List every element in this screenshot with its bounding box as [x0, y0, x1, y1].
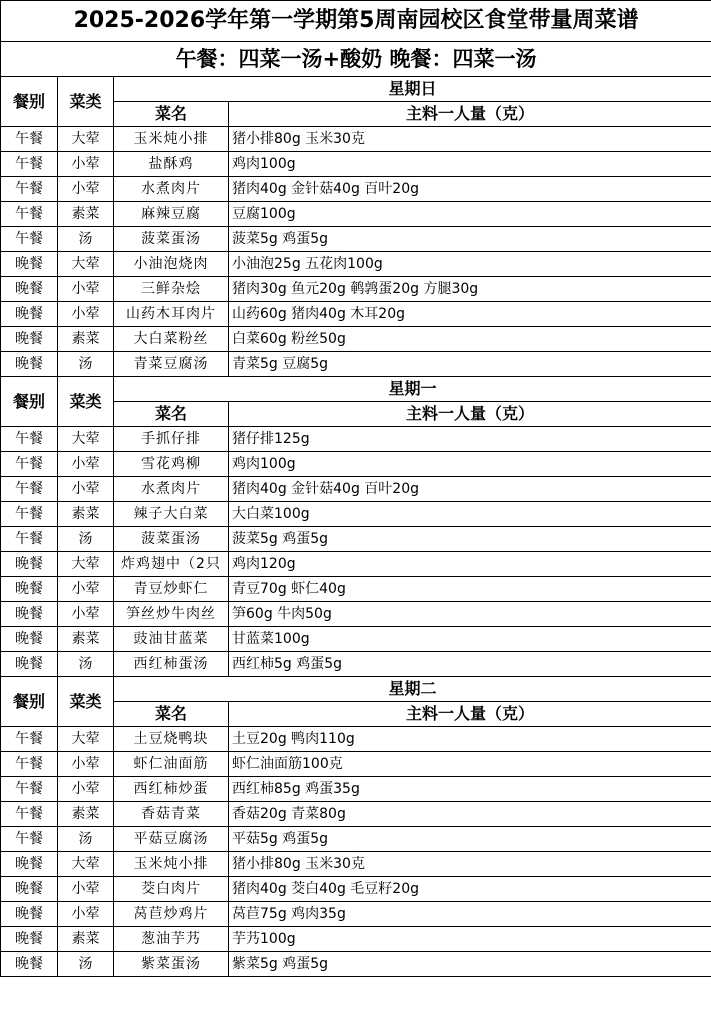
- table-row: [1, 552, 711, 577]
- dish-name-cell: 三鲜杂烩: [114, 277, 229, 302]
- ingredients-cell: 猪仔排125g: [229, 427, 711, 452]
- meal-cell: 晚餐: [1, 627, 58, 652]
- menu-table-body: [1, 1, 711, 977]
- dish-column-header: 菜名: [114, 402, 229, 427]
- meal-cell: 晚餐: [1, 302, 58, 327]
- meal-cell: 午餐: [1, 802, 58, 827]
- day-label: 星期日: [114, 77, 711, 102]
- category-cell: 汤: [58, 827, 114, 852]
- ingredients-cell: 猪肉40g 金针菇40g 百叶20g: [229, 177, 711, 202]
- meal-cell: 晚餐: [1, 652, 58, 677]
- table-row: [1, 927, 711, 952]
- meal-column-header: 餐别: [1, 677, 58, 727]
- table-row: [1, 352, 711, 377]
- dish-name-cell: 土豆烧鸭块: [114, 727, 229, 752]
- meal-cell: 晚餐: [1, 277, 58, 302]
- meal-plan-subtitle: 午餐：四菜一汤+酸奶 晚餐：四菜一汤: [1, 42, 711, 77]
- dish-name-cell: 西红柿炒蛋: [114, 777, 229, 802]
- meal-cell: 午餐: [1, 752, 58, 777]
- ingredients-cell: 菠菜5g 鸡蛋5g: [229, 527, 711, 552]
- dish-name-cell: 玉米炖小排: [114, 127, 229, 152]
- meal-cell: 晚餐: [1, 252, 58, 277]
- category-cell: 小荤: [58, 877, 114, 902]
- category-cell: 小荤: [58, 277, 114, 302]
- ingredients-cell: 紫菜5g 鸡蛋5g: [229, 952, 711, 977]
- ingredients-cell: 猪小排80g 玉米30克: [229, 127, 711, 152]
- ingredients-cell: 芋艿100g: [229, 927, 711, 952]
- meal-column-header: 餐别: [1, 377, 58, 427]
- dish-name-cell: 莴苣炒鸡片: [114, 902, 229, 927]
- table-row: [1, 252, 711, 277]
- table-row: [1, 152, 711, 177]
- ingredients-cell: 豆腐100g: [229, 202, 711, 227]
- category-cell: 汤: [58, 652, 114, 677]
- dish-name-cell: 豉油甘蓝菜: [114, 627, 229, 652]
- category-cell: 大荤: [58, 127, 114, 152]
- meal-cell: 晚餐: [1, 327, 58, 352]
- dish-name-cell: 山药木耳肉片: [114, 302, 229, 327]
- table-row: [1, 127, 711, 152]
- meal-cell: 晚餐: [1, 902, 58, 927]
- ingredients-column-header: 主料一人量（克）: [229, 702, 711, 727]
- meal-cell: 午餐: [1, 452, 58, 477]
- meal-cell: 午餐: [1, 177, 58, 202]
- dish-name-cell: 手抓仔排: [114, 427, 229, 452]
- dish-name-cell: 茭白肉片: [114, 877, 229, 902]
- ingredients-cell: 鸡肉100g: [229, 452, 711, 477]
- table-row: [1, 477, 711, 502]
- ingredients-cell: 青菜5g 豆腐5g: [229, 352, 711, 377]
- category-cell: 小荤: [58, 477, 114, 502]
- dish-name-cell: 菠菜蛋汤: [114, 527, 229, 552]
- meal-cell: 晚餐: [1, 852, 58, 877]
- category-cell: 素菜: [58, 202, 114, 227]
- dish-name-cell: 玉米炖小排: [114, 852, 229, 877]
- meal-cell: 午餐: [1, 527, 58, 552]
- ingredients-cell: 山药60g 猪肉40g 木耳20g: [229, 302, 711, 327]
- dish-name-cell: 西红柿蛋汤: [114, 652, 229, 677]
- ingredients-cell: 笋60g 牛肉50g: [229, 602, 711, 627]
- ingredients-cell: 西红柿85g 鸡蛋35g: [229, 777, 711, 802]
- meal-cell: 晚餐: [1, 602, 58, 627]
- meal-cell: 晚餐: [1, 352, 58, 377]
- day-label: 星期二: [114, 677, 711, 702]
- dish-name-cell: 紫菜蛋汤: [114, 952, 229, 977]
- meal-cell: 午餐: [1, 727, 58, 752]
- category-cell: 汤: [58, 352, 114, 377]
- category-column-header: 菜类: [58, 377, 114, 427]
- table-row: [1, 602, 711, 627]
- category-cell: 小荤: [58, 302, 114, 327]
- table-row: [1, 427, 711, 452]
- ingredients-cell: 大白菜100g: [229, 502, 711, 527]
- page-title: 2025-2026学年第一学期第5周南园校区食堂带量周菜谱: [1, 1, 711, 42]
- ingredients-cell: 白菜60g 粉丝50g: [229, 327, 711, 352]
- table-row: [1, 902, 711, 927]
- meal-cell: 午餐: [1, 477, 58, 502]
- table-row: [1, 527, 711, 552]
- table-row: [1, 752, 711, 777]
- meal-column-header: 餐别: [1, 77, 58, 127]
- table-row: [1, 577, 711, 602]
- table-row: [1, 227, 711, 252]
- ingredients-cell: 平菇5g 鸡蛋5g: [229, 827, 711, 852]
- day-header-row: [1, 377, 711, 402]
- category-cell: 素菜: [58, 627, 114, 652]
- table-row: [1, 177, 711, 202]
- meal-cell: 午餐: [1, 127, 58, 152]
- meal-cell: 午餐: [1, 502, 58, 527]
- dish-name-cell: 虾仁油面筋: [114, 752, 229, 777]
- table-row: [1, 502, 711, 527]
- ingredients-cell: 香菇20g 青菜80g: [229, 802, 711, 827]
- table-row: [1, 202, 711, 227]
- dish-name-cell: 笋丝炒牛肉丝: [114, 602, 229, 627]
- ingredients-cell: 西红柿5g 鸡蛋5g: [229, 652, 711, 677]
- ingredients-cell: 莴苣75g 鸡肉35g: [229, 902, 711, 927]
- ingredients-cell: 小油泡25g 五花肉100g: [229, 252, 711, 277]
- table-row: [1, 777, 711, 802]
- table-row: [1, 627, 711, 652]
- category-cell: 小荤: [58, 177, 114, 202]
- meal-cell: 午餐: [1, 427, 58, 452]
- table-row: [1, 802, 711, 827]
- table-row: [1, 952, 711, 977]
- day-label: 星期一: [114, 377, 711, 402]
- dish-name-cell: 雪花鸡柳: [114, 452, 229, 477]
- ingredients-cell: 土豆20g 鸭肉110g: [229, 727, 711, 752]
- meal-cell: 晚餐: [1, 877, 58, 902]
- meal-cell: 午餐: [1, 202, 58, 227]
- meal-cell: 午餐: [1, 827, 58, 852]
- subtitle-row: [1, 42, 711, 77]
- ingredients-cell: 猪肉40g 茭白40g 毛豆籽20g: [229, 877, 711, 902]
- ingredients-column-header: 主料一人量（克）: [229, 102, 711, 127]
- category-cell: 小荤: [58, 152, 114, 177]
- table-row: [1, 302, 711, 327]
- table-row: [1, 727, 711, 752]
- category-cell: 小荤: [58, 752, 114, 777]
- meal-cell: 午餐: [1, 777, 58, 802]
- day-header-row: [1, 77, 711, 102]
- category-cell: 大荤: [58, 727, 114, 752]
- category-cell: 小荤: [58, 902, 114, 927]
- table-row: [1, 327, 711, 352]
- table-row: [1, 852, 711, 877]
- dish-name-cell: 盐酥鸡: [114, 152, 229, 177]
- category-column-header: 菜类: [58, 677, 114, 727]
- ingredients-cell: 鸡肉100g: [229, 152, 711, 177]
- ingredients-cell: 虾仁油面筋100克: [229, 752, 711, 777]
- dish-name-cell: 麻辣豆腐: [114, 202, 229, 227]
- table-row: [1, 877, 711, 902]
- category-cell: 汤: [58, 527, 114, 552]
- category-cell: 素菜: [58, 927, 114, 952]
- dish-name-cell: 青菜豆腐汤: [114, 352, 229, 377]
- meal-cell: 晚餐: [1, 952, 58, 977]
- category-column-header: 菜类: [58, 77, 114, 127]
- ingredients-cell: 菠菜5g 鸡蛋5g: [229, 227, 711, 252]
- dish-name-cell: 菠菜蛋汤: [114, 227, 229, 252]
- meal-cell: 晚餐: [1, 927, 58, 952]
- dish-name-cell: 平菇豆腐汤: [114, 827, 229, 852]
- dish-name-cell: 香菇青菜: [114, 802, 229, 827]
- ingredients-cell: 鸡肉120g: [229, 552, 711, 577]
- category-cell: 汤: [58, 952, 114, 977]
- meal-cell: 午餐: [1, 152, 58, 177]
- dish-column-header: 菜名: [114, 102, 229, 127]
- table-row: [1, 452, 711, 477]
- ingredients-column-header: 主料一人量（克）: [229, 402, 711, 427]
- dish-name-cell: 炸鸡翅中（2只: [114, 552, 229, 577]
- dish-name-cell: 辣子大白菜: [114, 502, 229, 527]
- category-cell: 汤: [58, 227, 114, 252]
- dish-name-cell: 青豆炒虾仁: [114, 577, 229, 602]
- category-cell: 素菜: [58, 502, 114, 527]
- category-cell: 素菜: [58, 802, 114, 827]
- table-row: [1, 277, 711, 302]
- ingredients-cell: 猪肉40g 金针菇40g 百叶20g: [229, 477, 711, 502]
- category-cell: 小荤: [58, 777, 114, 802]
- dish-name-cell: 大白菜粉丝: [114, 327, 229, 352]
- category-cell: 小荤: [58, 452, 114, 477]
- day-header-row: [1, 677, 711, 702]
- dish-column-header: 菜名: [114, 702, 229, 727]
- category-cell: 大荤: [58, 552, 114, 577]
- dish-name-cell: 小油泡烧肉: [114, 252, 229, 277]
- ingredients-cell: 甘蓝菜100g: [229, 627, 711, 652]
- category-cell: 素菜: [58, 327, 114, 352]
- dish-name-cell: 水煮肉片: [114, 177, 229, 202]
- ingredients-cell: 猪小排80g 玉米30克: [229, 852, 711, 877]
- category-cell: 小荤: [58, 577, 114, 602]
- category-cell: 大荤: [58, 427, 114, 452]
- meal-cell: 晚餐: [1, 577, 58, 602]
- title-row: [1, 1, 711, 42]
- table-row: [1, 652, 711, 677]
- ingredients-cell: 青豆70g 虾仁40g: [229, 577, 711, 602]
- meal-cell: 午餐: [1, 227, 58, 252]
- category-cell: 大荤: [58, 252, 114, 277]
- category-cell: 大荤: [58, 852, 114, 877]
- table-row: [1, 827, 711, 852]
- dish-name-cell: 水煮肉片: [114, 477, 229, 502]
- ingredients-cell: 猪肉30g 鱼元20g 鹌鹑蛋20g 方腿30g: [229, 277, 711, 302]
- meal-cell: 晚餐: [1, 552, 58, 577]
- dish-name-cell: 葱油芋艿: [114, 927, 229, 952]
- category-cell: 小荤: [58, 602, 114, 627]
